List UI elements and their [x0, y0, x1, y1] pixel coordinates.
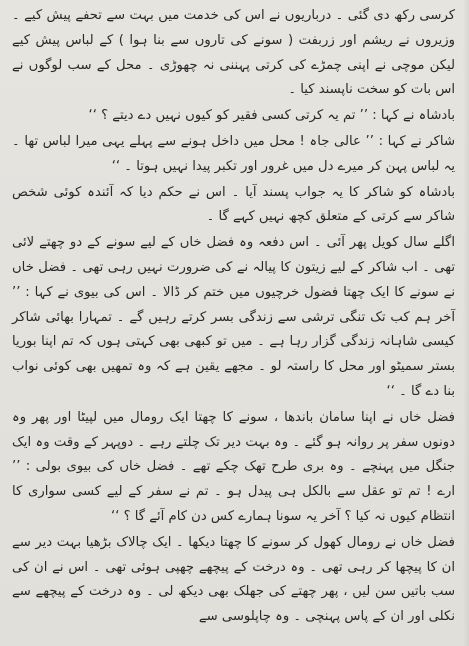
page-body — [12, 4, 455, 630]
paragraph-6: فضل خاں نے اپنا سامان باندھا ، سونے کا چھتا ایک رومال میں لپیٹا اور پھر وہ دونوں سفر پر روانہ ہو گئے ۔ وہ بہت دیر تک چلتے رہے ۔ دوپہر کے وقت وہ ایک جنگل میں پہنچے ۔ وہ بری طرح تھک چکے تھے ۔ فضل خاں کی بیوی بولی : ’’ ارے ! تم تو عقل سے بالکل ہی پیدل ہو ۔ تم نے سفر کے لیے کسی سواری کا انتظام کیوں نہ کیا ؟ آخر یہ سونا ہمارے کس دن کام آئے گا ؟ ‘‘ — [12, 409, 455, 524]
paragraph-4: بادشاہ کو شاکر کا یہ جواب پسند آیا ۔ اس نے حکم دیا کہ آئندہ کوئی شخص شاکر سے کرتی کے متعلق کچھ نہیں کہے گا ۔ — [12, 184, 455, 225]
page-edge-shadow — [463, 0, 469, 646]
paragraph-1: کرسی رکھ دی گئی ۔ درباریوں نے اس کی خدمت میں بہت سے تحفے پیش کیے ۔ وزیروں نے ریشم اور زربفت ( سونے کی تاروں سے بنا ہوا ) کے لباس پیش کیے لیکن موچی نے اپنی چمڑے کی کرتی پہننی نہ چھوڑی ۔ محل کے سب لوگوں نے اس بات کو سخت ناپسند کیا ۔ — [12, 8, 455, 98]
paragraph-5: اگلے سال کویل پھر آئی ۔ اس دفعہ وہ فضل خاں کے لیے سونے کے دو چھتے لائی تھی ۔ اب شاکر کے لیے زیتون کا پیالہ نے کی ضرورت نہیں رہی تھی ۔ فضل خاں نے سونے کا ایک چھتا فضول خرچیوں میں ختم کر ڈالا ۔ اس کی بیوی نے کہا : ’’ آخر ہم کب تک تنگی ترشی سے زندگی بسر کرتے رہیں گے ۔ تمہارا بھائی شاکر کیسی شاہانہ زندگی گزار رہا ہے ۔ میں تو کبھی بھی کہتی ہوں کہ تم اپنا بوریا بستر سمیٹو اور محل کا راستہ لو ۔ مجھے یقین ہے کہ وہ تمھیں بھی کوئی نواب بنا دے گا ۔ ‘‘ — [12, 235, 455, 399]
paragraph-3: شاکر نے کہا : ’’ عالی جاہ ! محل میں داخل ہونے سے پہلے یہی میرا لباس تھا ۔ یہ لباس پہن کر میرے دل میں غرور اور تکبر پیدا نہیں ہوتا ۔ ‘‘ — [12, 133, 455, 174]
paragraph-2: بادشاہ نے کہا : ’’ تم یہ کرتی کسی فقیر کو کیوں نہیں دے دیتے ؟ ‘‘ — [88, 108, 455, 124]
paragraph-7: فضل خاں نے رومال کھول کر سونے کا چھتا دیکھا ۔ ایک چالاک بڑھیا بہت دیر سے ان کا پیچھا کر رہی تھی ۔ وہ درخت کے پیچھے چھپی ہوئی تھی ۔ اس نے ان کی سب باتیں سن لیں ، پھر چھتے کی جھلک بھی دیکھ لی ۔ وہ درخت کے پیچھے سے نکلی اور ان کے پاس پہنچی ۔ وہ چاپلوسی سے — [12, 534, 455, 625]
